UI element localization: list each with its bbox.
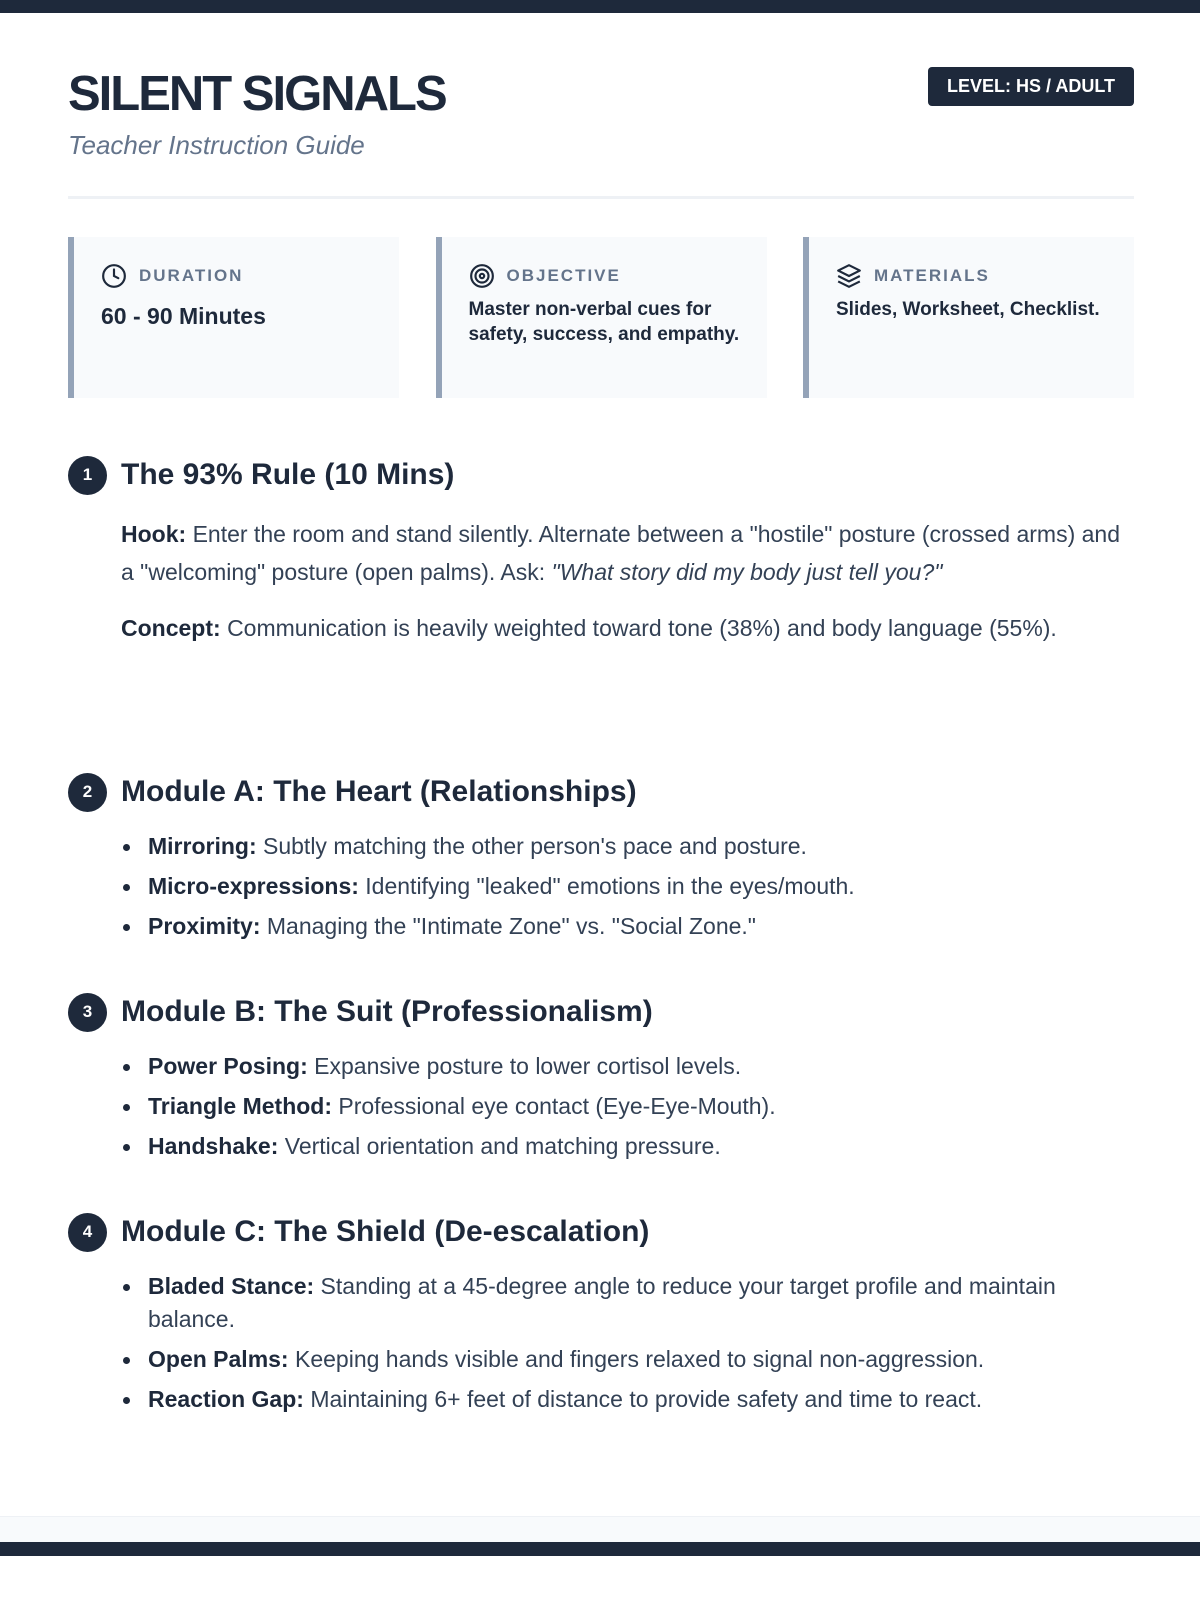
materials-value: Slides, Worksheet, Checklist. (836, 299, 1100, 320)
item-text: Keeping hands visible and fingers relaxed to signal non-aggression. (295, 1346, 985, 1372)
module-a-list (121, 830, 1134, 943)
page-title: SILENT SIGNALS (68, 67, 446, 121)
item-text: Managing the "Intimate Zone" vs. "Social Zone." (266, 913, 756, 939)
item-term: Open Palms: (148, 1346, 289, 1372)
list-item (121, 870, 1134, 903)
list-item (121, 1050, 1134, 1083)
concept-text: Communication is heavily weighted toward tone (38%) and body language (55%). (227, 615, 1057, 641)
bottom-accent-bar (0, 1542, 1200, 1556)
list-item (121, 1130, 1134, 1163)
item-text: Vertical orientation and matching pressure. (284, 1133, 721, 1159)
section-module-a (68, 772, 1134, 950)
target-icon (469, 263, 495, 289)
section-number: 1 (68, 456, 107, 495)
materials-label: MATERIALS (874, 266, 990, 285)
hook-text: Enter the room and stand silently. Alternate between a "hostile" posture (crossed arms) and a "welcoming" posture (open palms). Ask: (121, 521, 1121, 585)
module-c-list (121, 1270, 1134, 1416)
item-term: Reaction Gap: (148, 1386, 304, 1412)
item-term: Bladed Stance: (148, 1273, 315, 1299)
duration-card (68, 237, 399, 398)
section-module-c (68, 1212, 1134, 1423)
item-text: Expansive posture to lower cortisol levels. (314, 1053, 742, 1079)
list-item (121, 1270, 1134, 1336)
layers-icon (836, 263, 862, 289)
materials-card (803, 237, 1134, 398)
section-number: 2 (68, 773, 107, 812)
item-text: Identifying "leaked" emotions in the eyes/mouth. (365, 873, 855, 899)
section-title: Module A: The Heart (Relationships) (121, 775, 637, 808)
hook-paragraph (121, 515, 1134, 591)
concept-paragraph (121, 609, 1134, 647)
hook-label: Hook: (121, 521, 187, 547)
item-term: Handshake: (148, 1133, 279, 1159)
section-title: Module C: The Shield (De-escalation) (121, 1215, 650, 1248)
list-item (121, 1090, 1134, 1123)
clock-icon (101, 263, 127, 289)
section-title: Module B: The Suit (Professionalism) (121, 995, 653, 1028)
duration-label: DURATION (139, 266, 244, 285)
item-term: Triangle Method: (148, 1093, 332, 1119)
item-term: Mirroring: (148, 833, 257, 859)
info-cards (68, 237, 1134, 398)
footer-band (0, 1516, 1200, 1543)
item-text: Subtly matching the other person's pace and posture. (263, 833, 807, 859)
list-item (121, 910, 1134, 943)
section-module-b (68, 992, 1134, 1170)
item-term: Power Posing: (148, 1053, 308, 1079)
item-term: Proximity: (148, 913, 261, 939)
level-badge: LEVEL: HS / ADULT (928, 67, 1134, 106)
section-body (121, 515, 1134, 647)
objective-value: Master non-verbal cues for safety, success, and empathy. (468, 299, 740, 346)
objective-label: OBJECTIVE (506, 266, 621, 285)
page-header (68, 62, 1134, 199)
list-item (121, 1383, 1134, 1416)
item-term: Micro-expressions: (148, 873, 359, 899)
hook-quote: "What story did my body just tell you?" (551, 559, 943, 585)
section-93-rule (68, 455, 1134, 647)
page-subtitle: Teacher Instruction Guide (68, 130, 365, 160)
section-number: 3 (68, 993, 107, 1032)
list-item (121, 830, 1134, 863)
section-title: The 93% Rule (10 Mins) (121, 458, 455, 491)
item-text: Professional eye contact (Eye-Eye-Mouth). (338, 1093, 776, 1119)
duration-value: 60 - 90 Minutes (101, 303, 266, 329)
concept-label: Concept: (121, 615, 221, 641)
section-number: 4 (68, 1213, 107, 1252)
list-item (121, 1343, 1134, 1376)
objective-card (436, 237, 767, 398)
item-text: Maintaining 6+ feet of distance to provide safety and time to react. (310, 1386, 983, 1412)
top-accent-bar (0, 0, 1200, 13)
item-text: Standing at a 45-degree angle to reduce your target profile and maintain balance. (148, 1273, 1056, 1332)
module-b-list (121, 1050, 1134, 1163)
